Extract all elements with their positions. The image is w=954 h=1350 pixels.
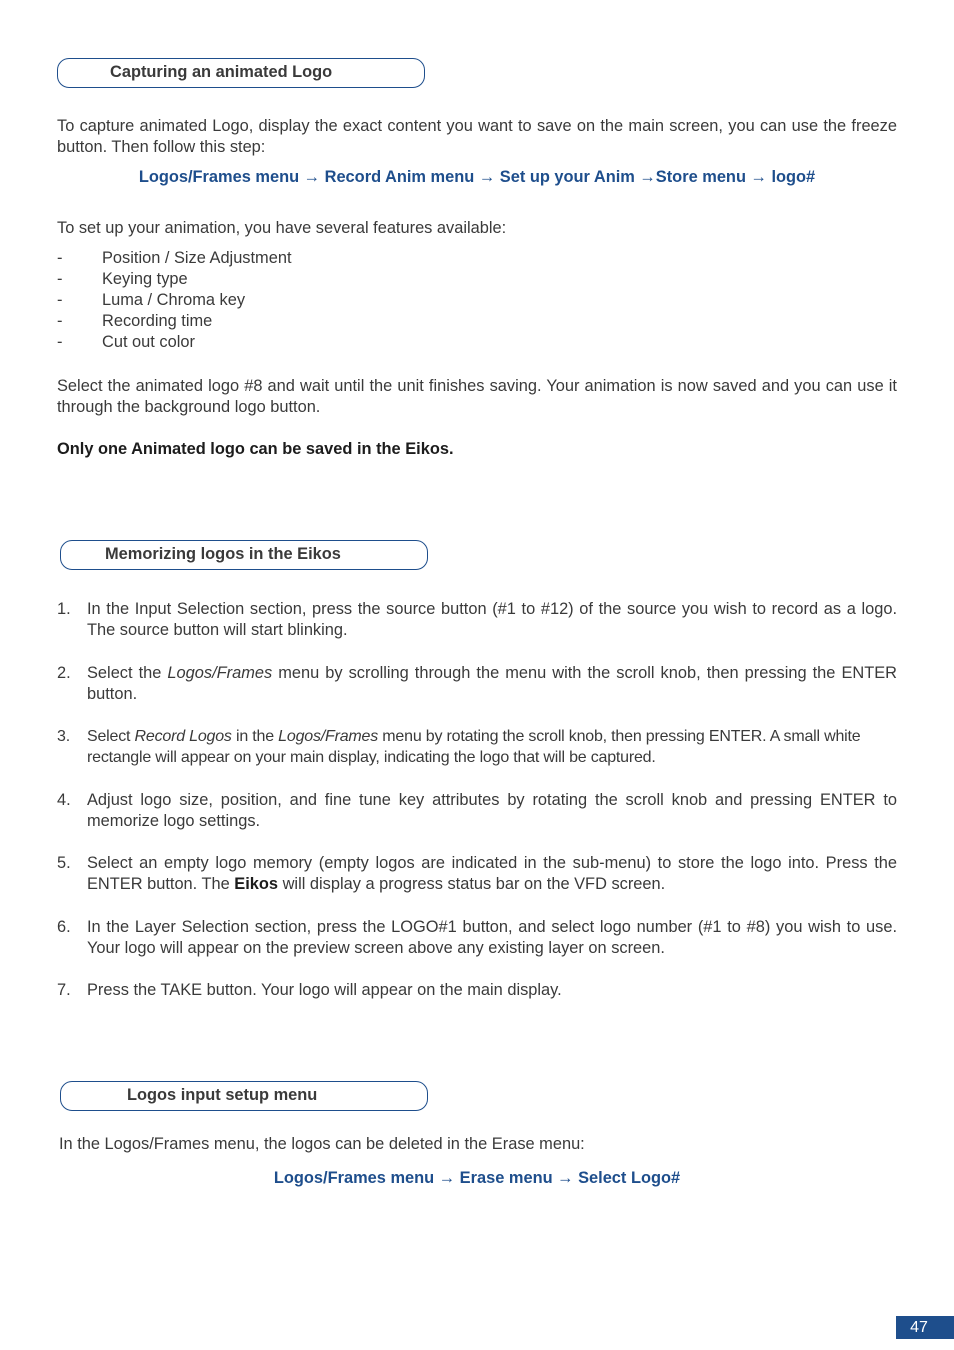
numbered-step: [57, 790, 897, 832]
list-item: [57, 311, 292, 332]
paragraph: In the Logos/Frames menu, the logos can be deleted in the Erase menu:: [59, 1135, 585, 1153]
feature-list: [57, 248, 292, 353]
list-item-text: Position / Size Adjustment: [102, 249, 292, 267]
numbered-step: [57, 917, 897, 959]
step-text-part: Select the: [87, 664, 168, 682]
list-item-text: Luma / Chroma key: [102, 291, 246, 309]
list-dash: -: [57, 270, 63, 288]
list-item: [57, 248, 292, 269]
section-heading: Memorizing logos in the Eikos: [105, 545, 341, 563]
numbered-step: [57, 663, 897, 705]
step-text-part: menu by rotating the scroll knob, then pressing ENTER. A small white rectangle will appear on your main display, indicating the logo that will be captured.: [87, 728, 861, 766]
list-dash: -: [57, 312, 63, 330]
step-text: [87, 726, 897, 768]
paragraph: To set up your animation, you have several features available:: [57, 219, 507, 237]
menu-path: [0, 167, 954, 188]
section-heading-box: [60, 540, 428, 570]
step-number: 2.: [57, 664, 71, 682]
numbered-step: [57, 980, 897, 1001]
list-item-text: Keying type: [102, 270, 188, 288]
list-dash: -: [57, 249, 63, 267]
step-text-part: In the Layer Selection section, press the LOGO#1 button, and select logo number (#1 to #8) you wish to use. Your logo will appear on the preview screen above any existing layer on screen.: [87, 918, 897, 957]
step-number: 6.: [57, 918, 71, 936]
section-heading-box: [57, 58, 425, 88]
step-text: [87, 853, 897, 895]
step-text-part: Adjust logo size, position, and fine tune key attributes by rotating the scroll knob and pressing ENTER to memorize logo settings.: [87, 791, 897, 830]
step-number: 7.: [57, 981, 71, 999]
step-text-brand: Eikos: [234, 875, 279, 893]
paragraph: To capture animated Logo, display the exact content you want to save on the main screen, you can use the freeze button. Then follow this step:: [57, 117, 897, 156]
step-text-part: In the Input Selection section, press the source button (#1 to #12) of the source you wish to record as a logo. The source button will start blinking.: [87, 600, 897, 639]
menu-path-text: Logos/Frames menu → Record Anim menu → Set up your Anim →Store menu → logo#: [138, 168, 816, 186]
section-heading: Capturing an animated Logo: [110, 63, 333, 81]
step-text-part: Press the TAKE button. Your logo will appear on the main display.: [87, 981, 562, 999]
list-item: [57, 290, 292, 311]
step-text-part: Select an empty logo memory (empty logos are indicated in the sub-menu) to store the logo into. Press the ENTER button. The: [87, 854, 897, 893]
menu-path: [0, 1168, 954, 1189]
step-text-menu-name: Logos/Frames: [167, 664, 273, 682]
list-item-text: Cut out color: [102, 333, 195, 351]
numbered-step: [57, 599, 897, 641]
step-text-part: menu by scrolling through the menu with the scroll knob, then pressing the ENTER button.: [87, 664, 897, 703]
list-item-text: Recording time: [102, 312, 213, 330]
step-text: [87, 599, 897, 641]
step-text: [87, 980, 897, 1001]
step-text-menu-name: Record Logos: [134, 728, 232, 745]
paragraph: Select the animated logo #8 and wait until the unit finishes saving. Your animation is now saved and you can use it through the background logo button.: [57, 377, 897, 416]
step-text-menu-name: Logos/Frames: [278, 728, 379, 745]
step-text: [87, 917, 897, 959]
step-text: [87, 790, 897, 832]
note: Only one Animated logo can be saved in the Eikos.: [57, 440, 454, 458]
step-number: 4.: [57, 791, 71, 809]
step-text-part: will display a progress status bar on the VFD screen.: [278, 875, 666, 893]
step-number: 3.: [57, 728, 70, 745]
step-number: 1.: [57, 600, 71, 618]
step-text: [87, 663, 897, 705]
page-number-badge: [896, 1316, 954, 1339]
list-item: [57, 269, 292, 290]
list-dash: -: [57, 291, 63, 309]
list-dash: -: [57, 333, 63, 351]
section-heading: Logos input setup menu: [127, 1086, 318, 1104]
step-text-part: Select: [87, 728, 135, 745]
section-heading-box: [60, 1081, 428, 1111]
numbered-step: [57, 853, 897, 895]
list-item: [57, 332, 292, 353]
page-number: 47: [910, 1319, 928, 1336]
numbered-step: [57, 726, 897, 768]
step-text-part: in the: [231, 728, 279, 745]
step-number: 5.: [57, 854, 71, 872]
menu-path-text: Logos/Frames menu → Erase menu → Select Logo#: [273, 1169, 681, 1187]
